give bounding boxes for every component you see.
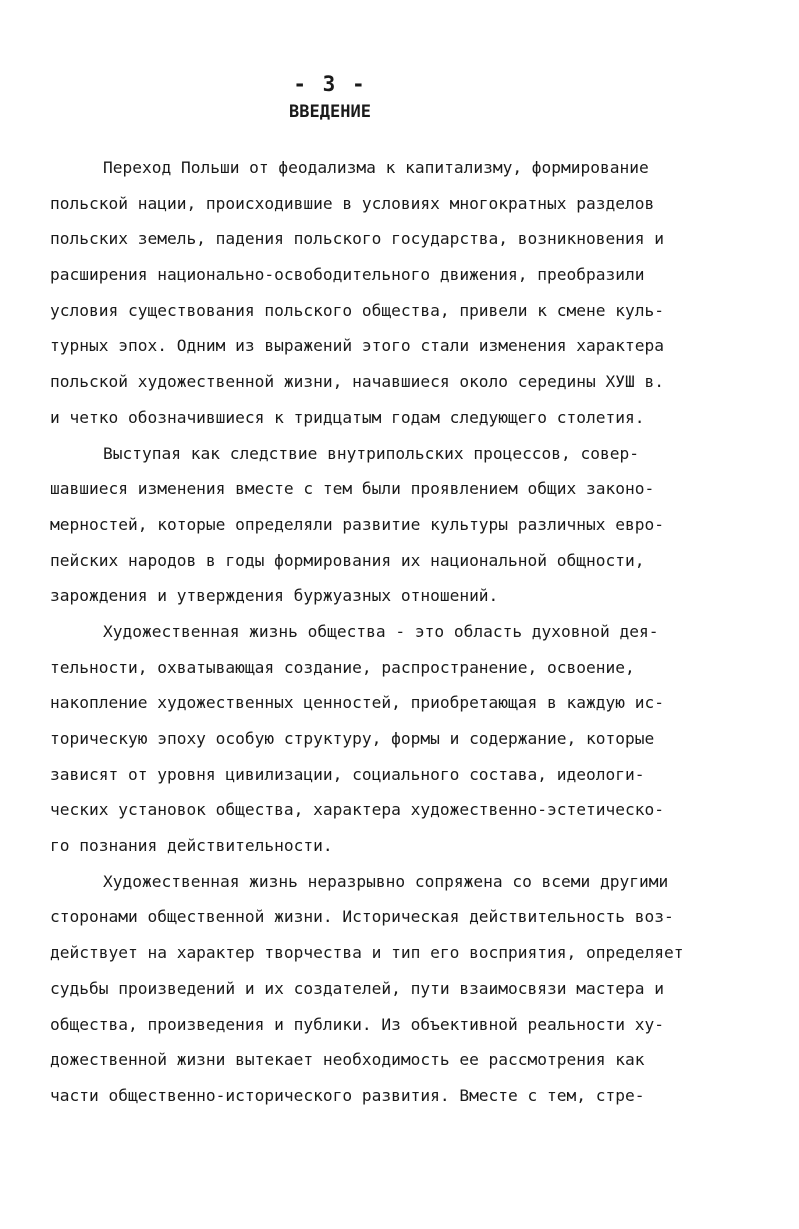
text-line: Переход Польши от феодализма к капитализму, формирование — [103, 158, 649, 177]
text-line: пейских народов в годы формирования их национальной общности, — [50, 550, 645, 570]
text-line: зарождения и утверждения буржуазных отношений. — [50, 586, 499, 606]
text-line: Художественная жизнь неразрывно сопряжена со всеми другими — [103, 871, 669, 891]
text-line: шавшиеся изменения вместе с тем были проявлением общих законо- — [50, 479, 655, 499]
text-line: Выступая как следствие внутрипольских процессов, совер- — [103, 443, 640, 463]
paragraph — [50, 864, 762, 1114]
text-line: части общественно-исторического развития. Вместе с тем, стре- — [50, 1085, 645, 1105]
text-line: турных эпох. Одним из выражений этого стали изменения характера — [50, 336, 664, 356]
text-line: сторонами общественной жизни. Историческая действительность воз- — [50, 907, 674, 927]
paragraph — [50, 436, 762, 614]
text-line: и четко обозначившиеся к тридцатым годам следующего столетия. — [50, 407, 645, 427]
text-line: польской нации, происходившие в условиях многократных разделов — [50, 193, 655, 213]
text-line: польских земель, падения польского государства, возникновения и — [50, 229, 664, 249]
text-line: мерностей, которые определяли развитие культуры различных евро- — [50, 514, 664, 534]
paragraph — [50, 150, 762, 436]
text-line: условия существования польского общества, привели к смене куль- — [50, 300, 664, 320]
text-line: накопление художественных ценностей, приобретающая в каждую ис- — [50, 693, 664, 713]
paragraph — [50, 614, 762, 864]
text-line: го познания действительности. — [50, 836, 333, 856]
page-number: - 3 - — [293, 72, 367, 96]
text-line: общества, произведения и публики. Из объективной реальности ху- — [50, 1014, 664, 1034]
text-line: ческих установок общества, характера художественно-эстетическо- — [50, 800, 664, 820]
text-line: зависят от уровня цивилизации, социального состава, идеологи- — [50, 764, 645, 784]
text-line: польской художественной жизни, начавшиеся около середины ХУШ в. — [50, 372, 664, 392]
text-line: дожественной жизни вытекает необходимость ее рассмотрения как — [50, 1050, 645, 1070]
text-line: судьбы произведений и их создателей, пути взаимосвязи мастера и — [50, 978, 664, 998]
text-line: тельности, охватывающая создание, распространение, освоение, — [50, 657, 635, 677]
text-line: действует на характер творчества и тип его восприятия, определяет — [50, 943, 684, 963]
section-heading: ВВЕДЕНИЕ — [289, 102, 371, 122]
text-line: торическую эпоху особую структуру, формы и содержание, которые — [50, 729, 655, 748]
text-line: расширения национально-освободительного движения, преобразили — [50, 265, 645, 285]
text-line: Художественная жизнь общества - это область духовной дея- — [103, 621, 659, 641]
body-text — [50, 150, 762, 1114]
